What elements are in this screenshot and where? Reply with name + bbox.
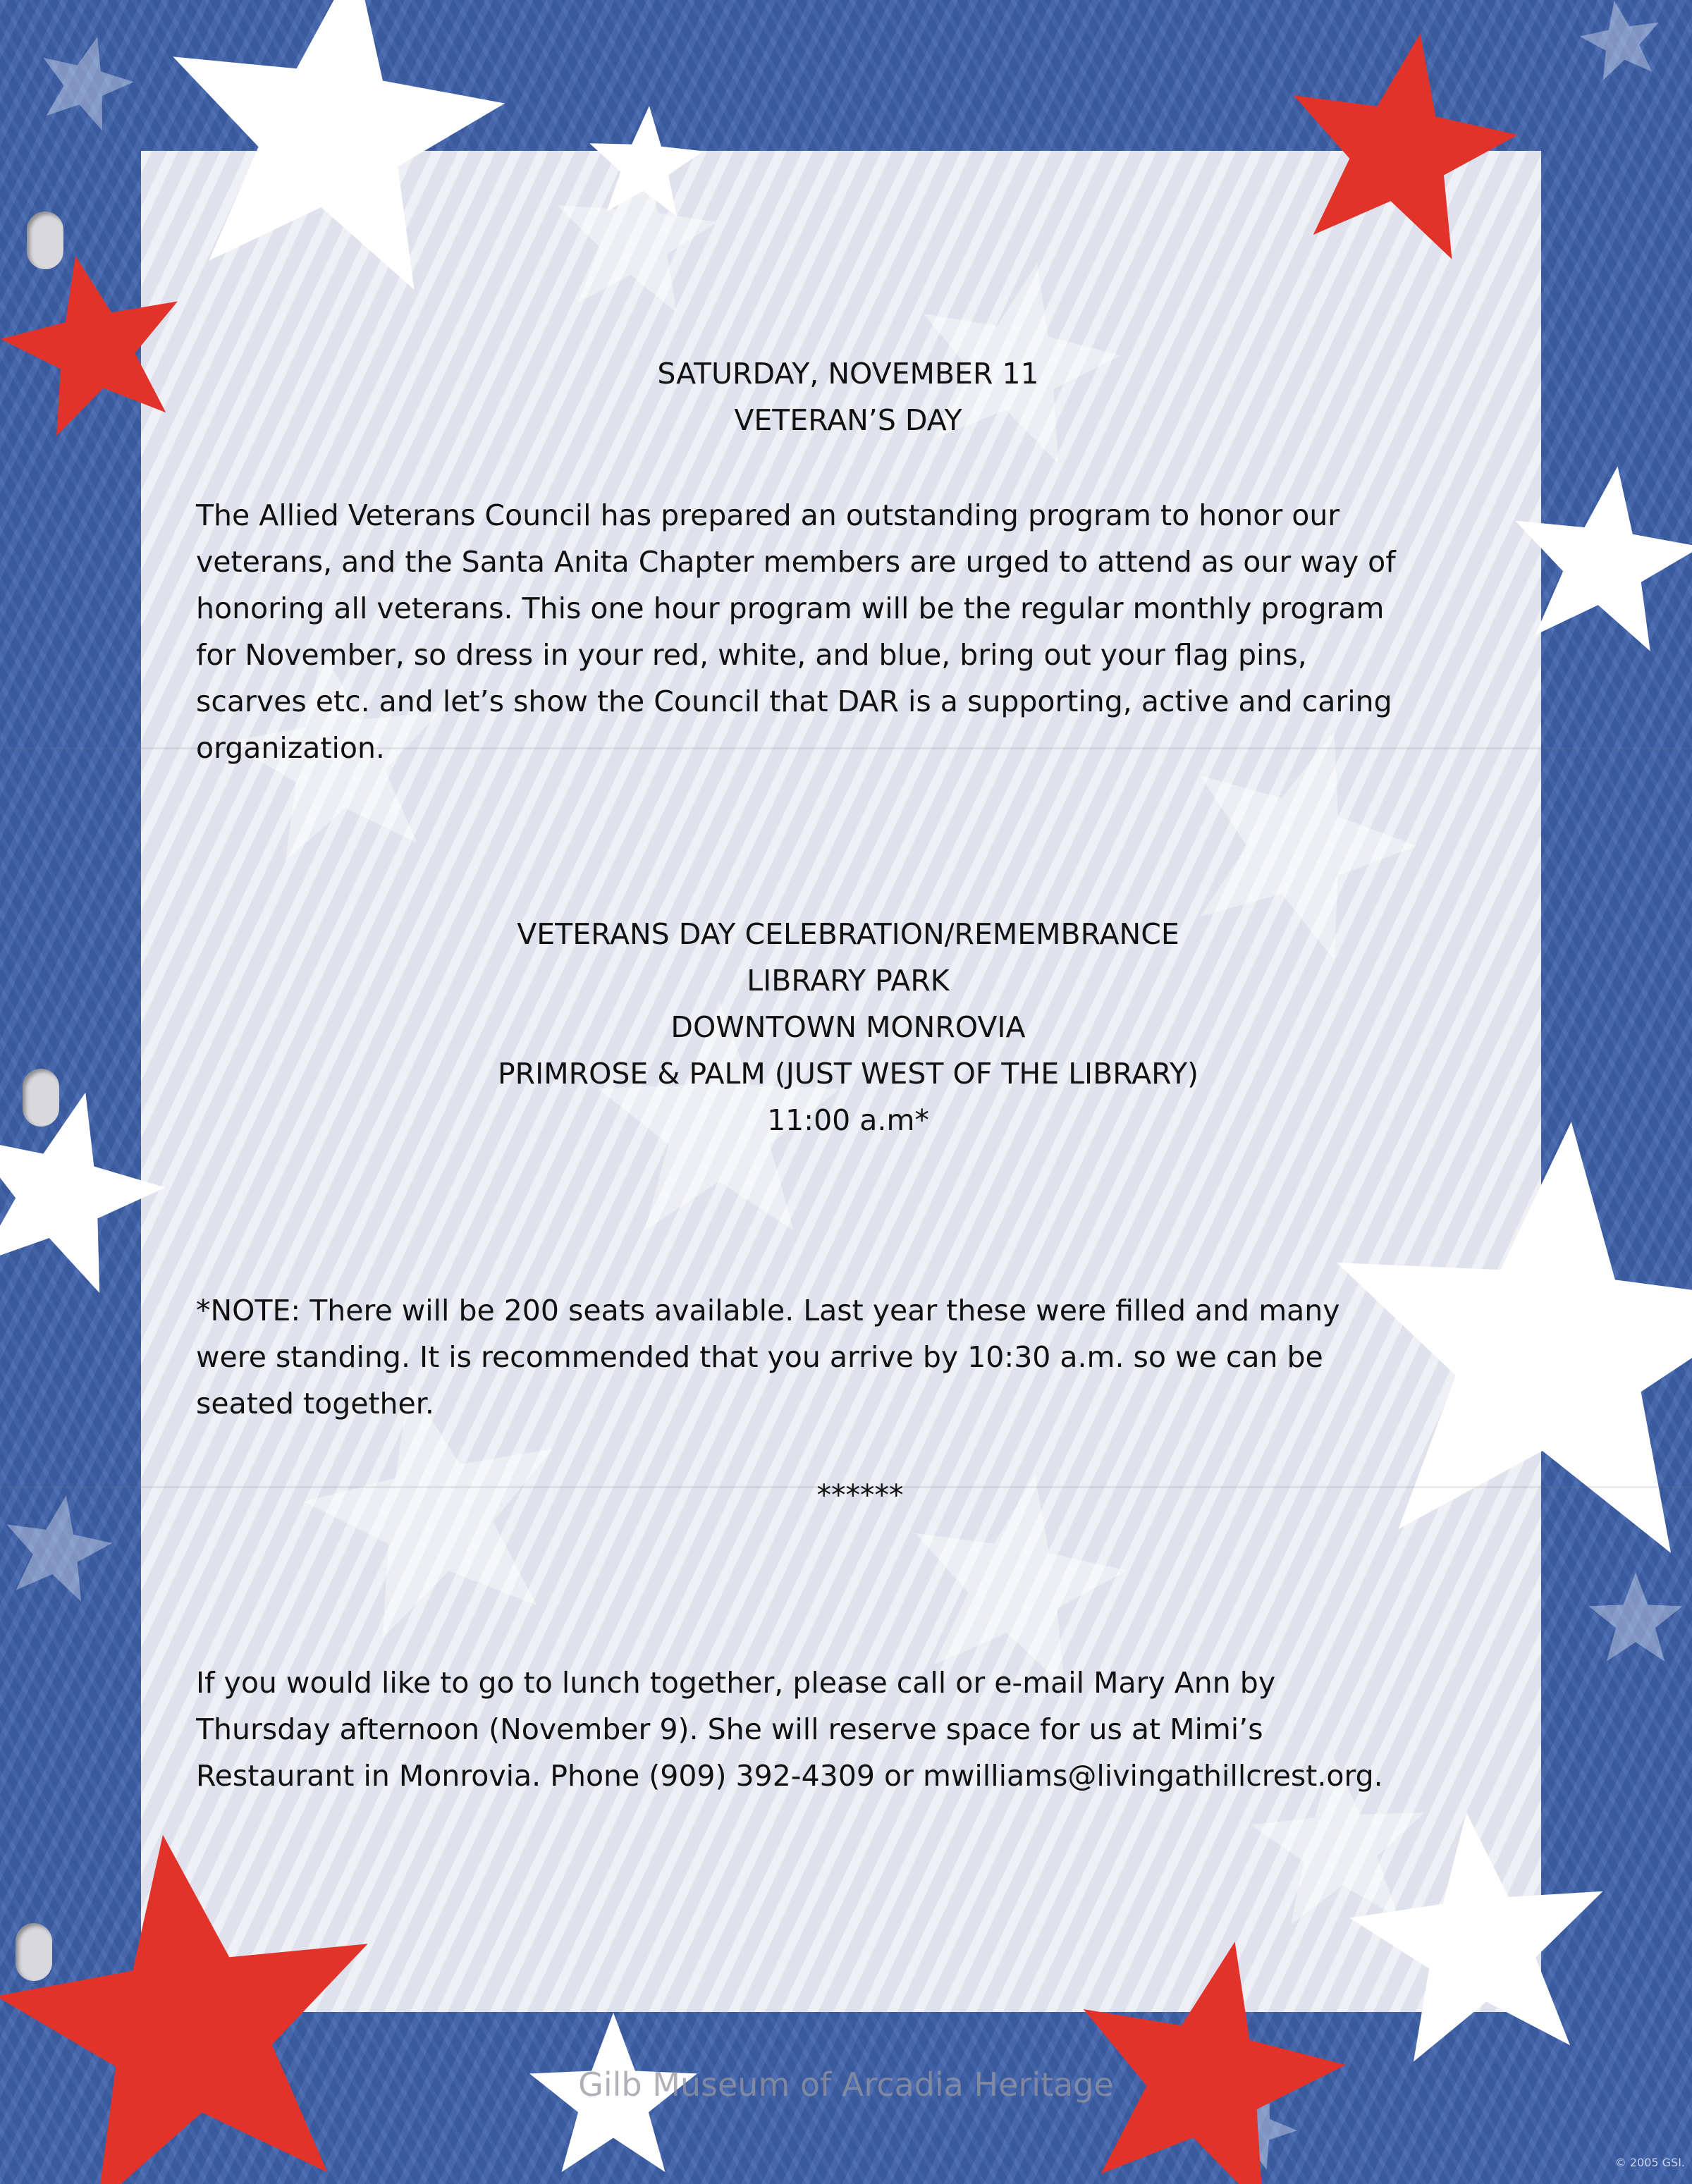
paragraph-line: honoring all veterans. This one hour program will be the regular monthly program [196, 591, 1385, 625]
lunch-line: Thursday afternoon (November 9). She will reserve space for us at Mimi’s [196, 1712, 1263, 1746]
event-venue: LIBRARY PARK [747, 964, 950, 998]
section-separator: ****** [816, 1478, 904, 1512]
white-star-icon [1515, 466, 1692, 651]
date-line: SATURDAY, NOVEMBER 11 [657, 357, 1039, 391]
note-line: seated together. [196, 1387, 434, 1421]
lunch-line: If you would like to go to lunch together, please call or e-mail Mary Ann by [196, 1666, 1276, 1700]
event-name: VETERANS DAY CELEBRATION/REMEMBRANCE [517, 917, 1179, 951]
note-paragraph [196, 1287, 1507, 1427]
red-star-icon [0, 1835, 368, 2184]
paragraph-line: scarves etc. and let’s show the Council that DAR is a supporting, active and caring [196, 685, 1392, 718]
event-area: DOWNTOWN MONROVIA [670, 1010, 1026, 1044]
white-star-icon [173, 0, 505, 290]
paragraph-line: veterans, and the Santa Anita Chapter members are urged to attend as our way of [196, 545, 1396, 579]
note-line: were standing. It is recommended that you arrive by 10:30 a.m. so we can be [196, 1340, 1323, 1374]
watermark: Gilb Museum of Arcadia Heritage [578, 2066, 1114, 2104]
red-star-icon [1084, 1941, 1346, 2184]
binder-hole [23, 1069, 59, 1127]
intro-paragraph [196, 492, 1507, 771]
white-star-icon [1349, 1812, 1602, 2062]
copyright-notice: © 2005 GSI. [1614, 2156, 1685, 2169]
header [141, 350, 1555, 443]
lunch-paragraph [196, 1660, 1507, 1799]
red-star-icon [1294, 34, 1518, 259]
white-star-icon [589, 106, 703, 216]
paragraph-line: The Allied Veterans Council has prepared an outstanding program to honor our [196, 498, 1340, 532]
note-line: *NOTE: There will be 200 seats available. Last year these were filled and many [196, 1294, 1340, 1327]
binder-hole [16, 1923, 52, 1981]
paragraph-line: organization. [196, 731, 385, 765]
event-address: PRIMROSE & PALM (JUST WEST OF THE LIBRARY) [497, 1057, 1199, 1091]
lunch-line: Restaurant in Monrovia. Phone (909) 392-4309 or mwilliams@livingathillcrest.org. [196, 1759, 1383, 1793]
binder-hole [27, 211, 63, 269]
event-details [141, 911, 1555, 1143]
paragraph-line: for November, so dress in your red, white, and blue, bring out your flag pins, [196, 638, 1307, 672]
event-time: 11:00 a.m* [767, 1103, 929, 1137]
page-title: VETERAN’S DAY [734, 403, 962, 437]
